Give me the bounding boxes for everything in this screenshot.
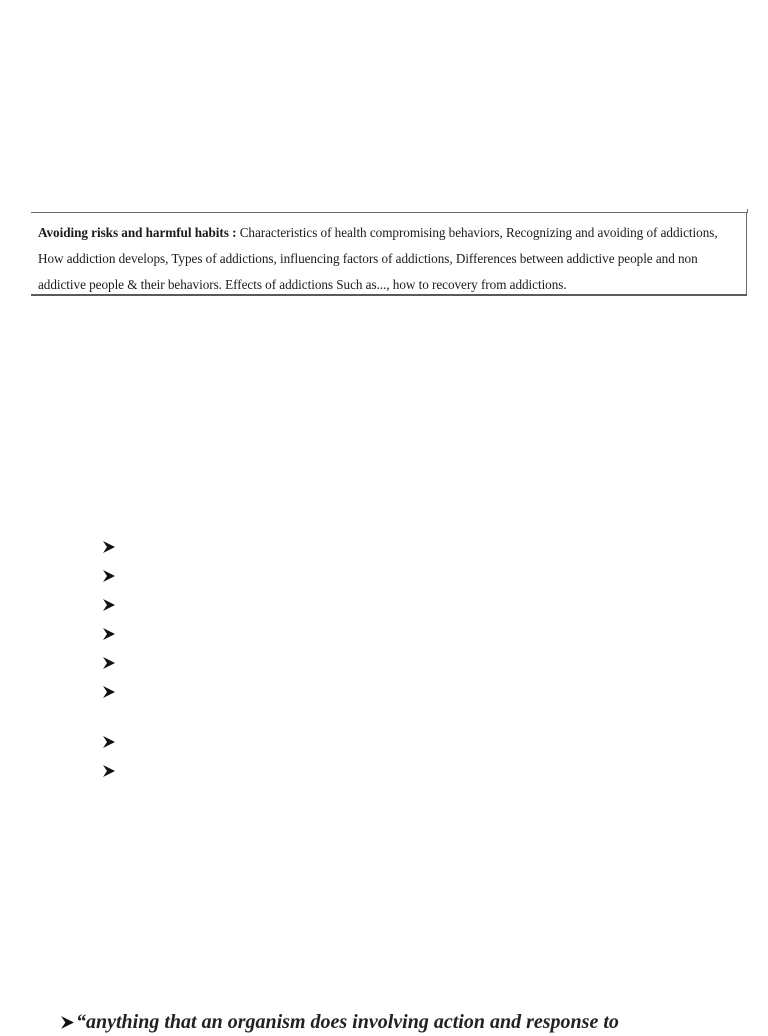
arrowhead-bullet-icon <box>102 656 116 670</box>
bullet-item <box>102 764 122 784</box>
syllabus-body: Characteristics of health compromising behaviors, Recognizing and avoiding of addictions, How addiction develops, Types of addictions, influencing factors of addictions, Differences between addictive people and non addictive people & their behaviors. Effects of addictions Such as..., how to recovery from addictions. <box>38 225 718 292</box>
arrowhead-bullet-icon <box>102 540 116 554</box>
bullet-item <box>102 598 122 618</box>
arrowhead-bullet-icon <box>102 627 116 641</box>
arrowhead-bullet-icon <box>102 569 116 583</box>
bullet-item <box>102 735 122 755</box>
arrowhead-bullet-icon <box>60 1015 75 1030</box>
arrowhead-bullet-icon <box>102 685 116 699</box>
syllabus-box <box>31 212 747 296</box>
arrowhead-bullet-icon <box>102 764 116 778</box>
bullet-item <box>102 627 122 647</box>
quote-line <box>60 1008 619 1036</box>
bullet-item <box>102 685 122 705</box>
syllabus-heading: Avoiding risks and harmful habits : <box>38 225 237 240</box>
arrowhead-bullet-icon <box>102 598 116 612</box>
bullet-item <box>102 569 122 589</box>
quote-text: “anything that an organism does involving action and response to <box>76 1011 619 1033</box>
bullet-item <box>102 656 122 676</box>
bullet-item <box>102 540 122 560</box>
arrowhead-bullet-icon <box>102 735 116 749</box>
